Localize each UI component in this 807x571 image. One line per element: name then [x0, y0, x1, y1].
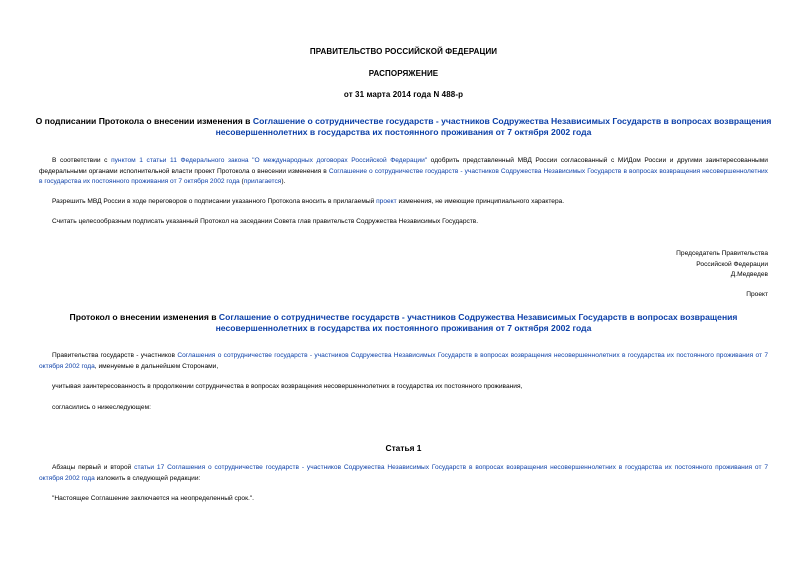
protocol-paragraph-1-text-a: Правительства государств - участников — [52, 352, 178, 359]
paragraph-1-text-c: ( — [239, 178, 244, 185]
document-type-heading: РАСПОРЯЖЕНИЕ — [368, 69, 439, 78]
paragraph-1-text-a: В соответствии с — [52, 157, 112, 164]
government-heading: ПРАВИТЕЛЬСТВО РОССИЙСКОЙ ФЕДЕРАЦИИ — [309, 47, 498, 56]
paragraph-1 — [39, 156, 768, 188]
protocol-title — [40, 312, 767, 334]
draft-link[interactable]: проект — [376, 198, 397, 205]
article-1-text-a: Абзацы первый и второй — [52, 464, 135, 471]
decree-title-link[interactable]: Соглашение о сотрудничестве государств - участников Содружества Независимых Государств в вопросах возвращения несовершеннолетних в государства их постоянного проживания от 7 октября 2002 года — [215, 116, 772, 137]
agreement-link[interactable]: Соглашение о сотрудничестве государств - участников Содружества Независимых Государств в вопросах возвращения несовершеннолетних в государства их постоянного проживания от 7 октября 2002 года — [39, 167, 768, 185]
paragraph-2-text-a: Разрешить МВД России в ходе переговоров о подписании указанного Протокола вносить в прилагаемый — [52, 198, 377, 205]
decree-title-prefix: О подписании Протокола о внесении изменения в — [35, 116, 253, 126]
protocol-paragraph-1 — [39, 351, 768, 372]
article-1-quote: "Настоящее Соглашение заключается на неопределенный срок.". — [52, 495, 254, 502]
article-17-link[interactable]: статьи 17 Соглашения о сотрудничестве государств - участников Содружества Независимых Государств в вопросах возвращения несовершеннолетних в государства их постоянного проживания от 7 октября 2002 года — [39, 464, 768, 482]
signature-line-2: Российской Федерации — [696, 260, 768, 268]
paragraph-1-text-b: одобрить представленный МВД России согласованный с МИДом России и другими заинтересованными федеральными органами исполнительной власти проект Протокола о внесении изменения в — [39, 157, 768, 175]
paragraph-2-text-b: изменения, не имеющие принципиального характера. — [396, 198, 565, 205]
article-1-text-b: изложить в следующей редакции: — [94, 474, 201, 482]
protocol-paragraph-3: согласились о нижеследующем: — [52, 404, 151, 411]
signature-block — [676, 249, 768, 281]
signature-line-3: Д.Медведев — [730, 271, 768, 278]
paragraph-2 — [39, 197, 768, 208]
protocol-agreement-link[interactable]: Соглашения о сотрудничестве государств - участников Содружества Независимых Государств в вопросах возвращения несовершеннолетних в государства их постоянного проживания от 7 октября 2002 года — [39, 352, 768, 370]
article-1-paragraph — [39, 463, 768, 484]
decree-title — [0, 116, 807, 138]
date-number-heading: от 31 марта 2014 года N 488-р — [343, 90, 464, 99]
paragraph-3: Считать целесообразным подписать указанный Протокол на заседании Совета глав правительств Содружества Независимых Государств. — [52, 218, 479, 225]
protocol-paragraph-2: учитывая заинтересованность в продолжении сотрудничества в вопросах возвращения несовершеннолетних в государства их постоянного проживания, — [52, 383, 523, 390]
federal-law-link[interactable]: пунктом 1 статьи 11 Федерального закона "О международных договорах Российской Федерации" — [111, 157, 428, 164]
draft-label: Проект — [746, 291, 768, 298]
paragraph-1-text-d: ). — [281, 178, 286, 185]
protocol-paragraph-1-text-b: , именуемые в дальнейшем Сторонами, — [94, 362, 219, 370]
article-1-heading: Статья 1 — [385, 443, 422, 453]
protocol-title-link[interactable]: Соглашение о сотрудничестве государств - участников Содружества Независимых Государств в вопросах возвращения несовершеннолетних в государства их постоянного проживания от 7 октября 2002 года — [215, 312, 738, 333]
attachment-link[interactable]: прилагается — [243, 178, 282, 185]
protocol-title-prefix: Протокол о внесении изменения в — [69, 312, 219, 322]
signature-line-1: Председатель Правительства — [676, 250, 768, 257]
